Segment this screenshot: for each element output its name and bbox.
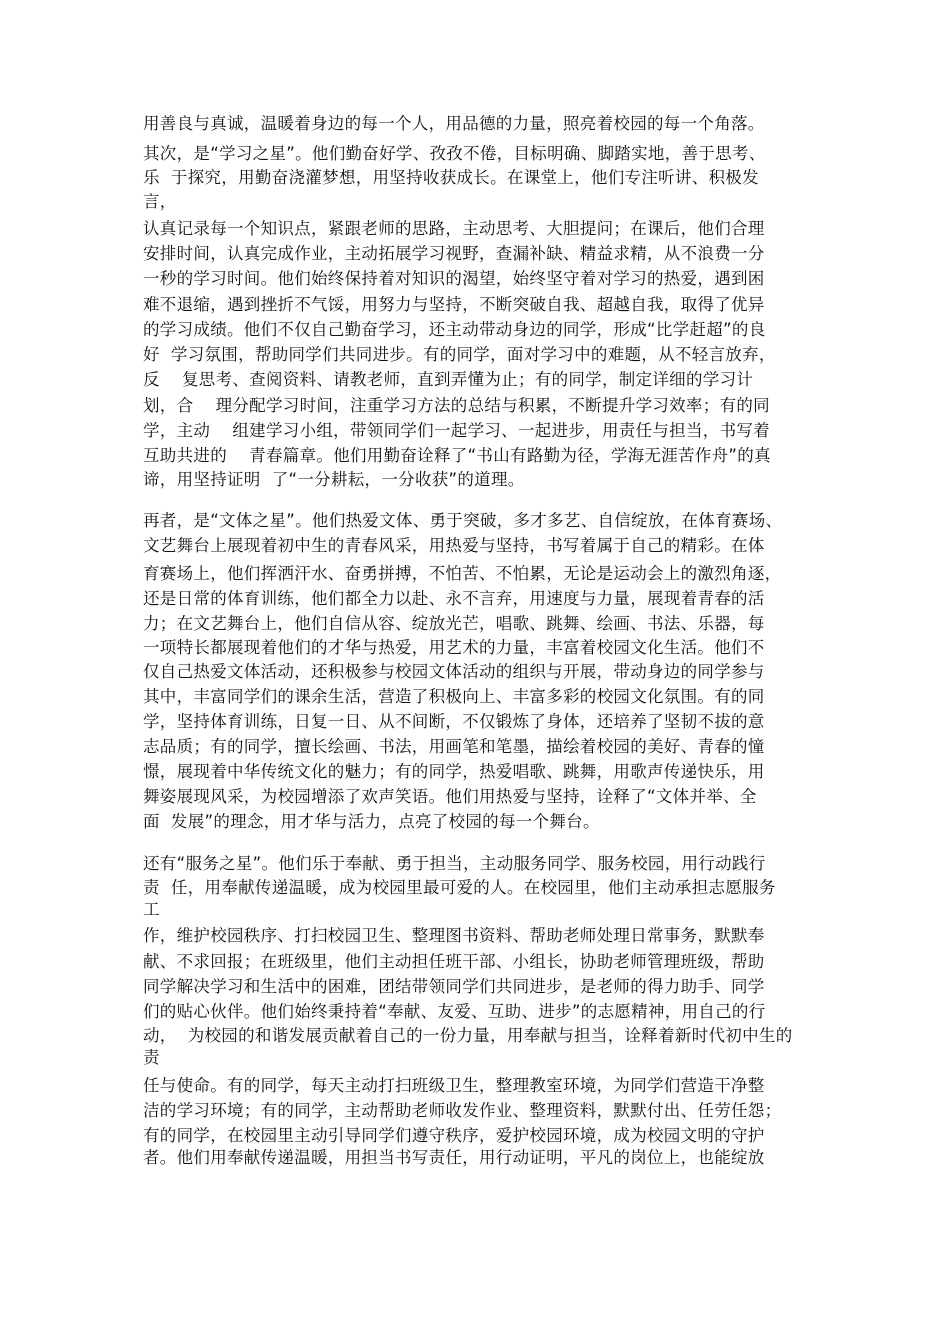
text-line: 其次，是“学习之星”。他们勤奋好学、孜孜不倦，目标明确、脚踏实地，善于思考、 (143, 144, 766, 163)
text-line: 其中，丰富同学们的课余生活，营造了积极向上、丰富多彩的校园文化氛围。有的同 (143, 687, 765, 706)
text-line: 憬，展现着中华传统文化的魅力；有的同学，热爱唱歌、跳舞，用歌声传递快乐，用 (143, 762, 765, 781)
text-line: 认真记录每一个知识点，紧跟老师的思路，主动思考、大胆提问；在课后，他们合理 (143, 219, 765, 238)
text-line: 力；在文艺舞台上，他们自信从容、绽放光芒，唱歌、跳舞、绘画、书法、乐器，每 (143, 614, 765, 633)
text-line: 学，主动 组建学习小组，带领同学们一起学习、一起进步，用责任与担当，书写着 (143, 421, 770, 440)
text-line: 文艺舞台上展现着初中生的青春风采，用热爱与坚持，书写着属于自己的精彩。在体 (143, 536, 765, 555)
text-line: 安排时间，认真完成作业，主动拓展学习视野，查漏补缺、精益求精，从不浪费一分 (143, 244, 765, 263)
text-line: 者。他们用奉献传递温暖，用担当书写责任，用行动证明，平凡的岗位上，也能绽放 (143, 1148, 765, 1167)
text-line: 仅自己热爱文体活动，还积极参与校园文体活动的组织与开展，带动身边的同学参与 (143, 662, 765, 681)
text-line: 再者，是“文体之星”。他们热爱文体、勇于突破，多才多艺、自信绽放，在体育赛场、 (143, 511, 783, 530)
text-line: 反 复思考、查阅资料、请教老师，直到弄懂为止；有的同学，制定详细的学习计 (143, 370, 754, 389)
text-line: 志品质；有的同学，擅长绘画、书法，用画笔和笔墨，描绘着校园的美好、青春的憧 (143, 737, 765, 756)
text-line: 作，维护校园秩序、打扫校园卫生、整理图书资料、帮助老师处理日常事务，默默奉 (143, 926, 765, 945)
text-line: 乐 于探究，用勤奋浇灌梦想，用坚持收获成长。在课堂上，他们专注听讲、积极发 (143, 168, 759, 187)
text-line: 献、不求回报；在班级里，他们主动担任班干部、小组长，协助老师管理班级，帮助 (143, 952, 765, 971)
text-line: 责 (143, 1048, 160, 1067)
text-line: 同学解决学习和生活中的困难，团结带领同学们共同进步，是老师的得力助手、同学 (143, 977, 765, 996)
text-line: 的学习成绩。他们不仅自己勤奋学习，还主动带动身边的同学，形成“比学赶超”的良 (143, 320, 766, 339)
text-line: 育赛场上，他们挥洒汗水、奋勇拼搏，不怕苦、不怕累，无论是运动会上的激烈角逐， (143, 564, 782, 583)
text-line: 动， 为校园的和谐发展贡献着自己的一份力量，用奉献与担当，诠释着新时代初中生的 (143, 1026, 793, 1045)
text-line: 互助共进的 青春篇章。他们用勤奋诠释了“书山有路勤为径，学海无涯苦作舟”的真 (143, 446, 771, 465)
text-line: 学，坚持体育训练，日复一日、从不间断，不仅锻炼了身体，还培养了坚韧不拔的意 (143, 712, 765, 731)
text-line: 责 任，用奉献传递温暖，成为校园里最可爱的人。在校园里，他们主动承担志愿服务 (143, 878, 776, 897)
text-line: 言， (143, 192, 177, 211)
text-line: 工 (143, 900, 160, 919)
text-line: 好 学习氛围，帮助同学们共同进步。有的同学，面对学习中的难题，从不轻言放弃， (143, 345, 776, 364)
text-line: 洁的学习环境；有的同学，主动帮助老师收发作业、整理资料，默默付出、任劳任怨； (143, 1101, 782, 1120)
text-line: 有的同学，在校园里主动引导同学们遵守秩序，爱护校园环境，成为校园文明的守护 (143, 1126, 765, 1145)
text-line: 一秒的学习时间。他们始终保持着对知识的渴望，始终坚守着对学习的热爱，遇到困 (143, 269, 765, 288)
text-line: 面 发展”的理念，用才华与活力，点亮了校园的每一个舞台。 (143, 812, 600, 831)
text-line: 们的贴心伙伴。他们始终秉持着“奉献、友爱、互助、进步”的志愿精神，用自己的行 (143, 1002, 766, 1021)
text-line: 谛，用坚持证明 了“一分耕耘，一分收获”的道理。 (143, 470, 525, 489)
text-line: 舞姿展现风采，为校园增添了欢声笑语。他们用热爱与坚持，诠释了“文体并举、全 (143, 787, 757, 806)
text-line: 还有“服务之星”。他们乐于奉献、勇于担当，主动服务同学、服务校园，用行动践行 (143, 854, 766, 873)
text-line: 一项特长都展现着他们的才华与热爱，用艺术的力量，丰富着校园文化生活。他们不 (143, 638, 765, 657)
text-line: 划，合 理分配学习时间，注重学习方法的总结与积累，不断提升学习效率；有的同 (143, 396, 770, 415)
text-line: 用善良与真诚，温暖着身边的每一个人，用品德的力量，照亮着校园的每一个角落。 (143, 114, 765, 133)
text-line: 难不退缩，遇到挫折不气馁，用努力与坚持，不断突破自我、超越自我，取得了优异 (143, 295, 765, 314)
text-line: 任与使命。有的同学，每天主动打扫班级卫生，整理教室环境，为同学们营造干净整 (143, 1076, 765, 1095)
text-line: 还是日常的体育训练，他们都全力以赴、永不言弃，用速度与力量，展现着青春的活 (143, 589, 765, 608)
